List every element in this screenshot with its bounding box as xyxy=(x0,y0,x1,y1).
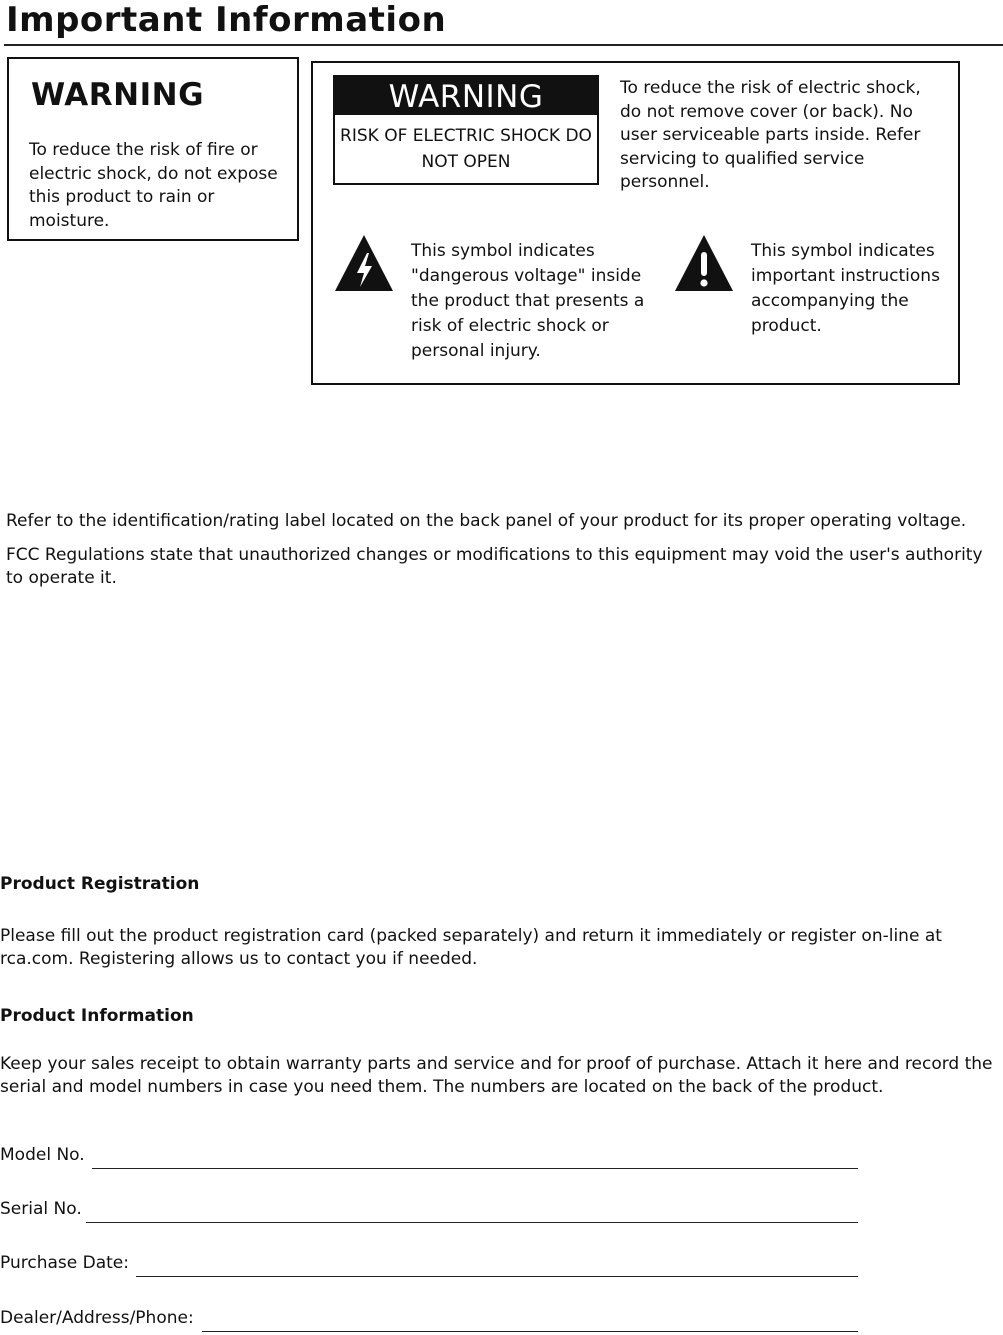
dealer-line[interactable] xyxy=(202,1331,858,1332)
purchase-date-field xyxy=(0,1253,129,1279)
page-title: Important Information xyxy=(6,0,447,40)
lightning-warning-icon xyxy=(333,233,395,293)
information-heading: Product Information xyxy=(0,1006,194,1026)
registration-heading: Product Registration xyxy=(0,874,200,894)
rating-label-text: Refer to the identification/rating label located on the back panel of your product for its proper operating voltage. xyxy=(6,511,967,531)
fire-warning-box xyxy=(7,57,299,241)
instructions-symbol-text: This symbol indicates important instructions accompanying the product. xyxy=(751,241,940,336)
dealer-field xyxy=(0,1308,194,1334)
purchase-date-label: Purchase Date: xyxy=(0,1253,129,1273)
fire-warning-heading: WARNING xyxy=(31,77,205,113)
voltage-symbol-text: This symbol indicates "dangerous voltage" inside the product that presents a risk of electric shock or personal injury. xyxy=(411,241,645,361)
serial-number-line[interactable] xyxy=(86,1222,858,1223)
dealer-label: Dealer/Address/Phone: xyxy=(0,1308,194,1328)
fcc-text: FCC Regulations state that unauthorized changes or modifications to this equipment may void the user's authority to operate it. xyxy=(6,545,983,588)
warning-label-subtext: RISK OF ELECTRIC SHOCK DO NOT OPEN xyxy=(340,126,592,172)
purchase-date-line[interactable] xyxy=(136,1276,858,1277)
model-number-label: Model No. xyxy=(0,1145,85,1165)
exclamation-warning-icon xyxy=(673,233,735,293)
warning-label-banner: WARNING xyxy=(335,77,597,115)
model-number-line[interactable] xyxy=(92,1168,858,1169)
fire-warning-text: To reduce the risk of fire or electric shock, do not expose this product to rain or moisture. xyxy=(29,140,278,231)
serial-number-field xyxy=(0,1199,82,1225)
warning-label xyxy=(333,75,599,185)
model-number-field xyxy=(0,1145,85,1171)
information-text: Keep your sales receipt to obtain warranty parts and service and for proof of purchase. Attach it here and record the serial and model numbers in case you need them. The numbers are located on the back of the product. xyxy=(0,1054,993,1097)
shock-warning-text: To reduce the risk of electric shock, do not remove cover (or back). No user serviceable parts inside. Refer servicing to qualified service personnel. xyxy=(620,78,921,192)
serial-number-label: Serial No. xyxy=(0,1199,82,1219)
registration-text: Please fill out the product registration card (packed separately) and return it immediately or register on-line at rca.com. Registering allows us to contact you if needed. xyxy=(0,926,942,969)
shock-warning-box xyxy=(311,61,960,385)
title-divider xyxy=(4,44,1003,46)
